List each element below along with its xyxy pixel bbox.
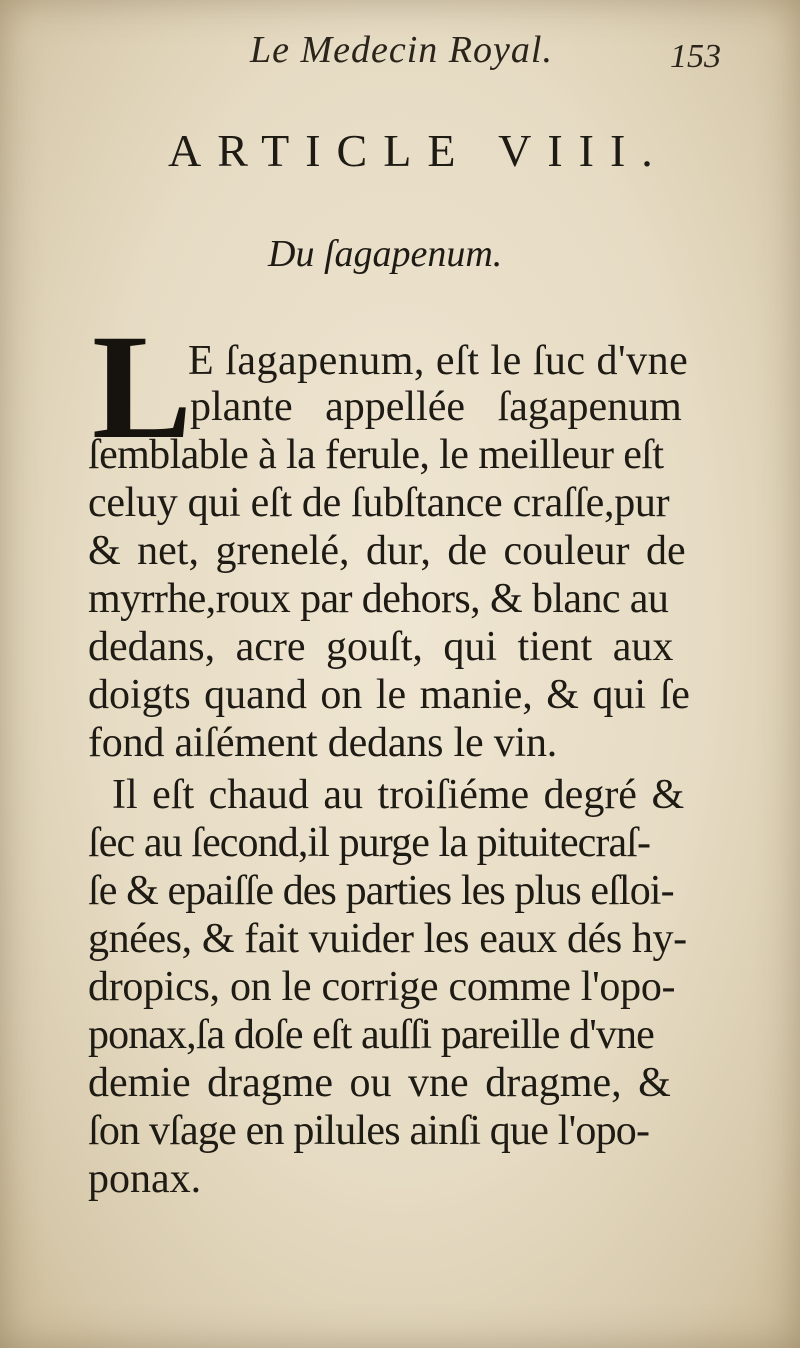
text-line: & net, grenelé, dur, de couleur de <box>88 528 686 574</box>
text-line: E ſagapenum, eſt le ſuc d'vne <box>188 338 689 384</box>
text-line: myrrhe,roux par dehors, & blanc au <box>88 576 669 622</box>
text-line: ſec au ſecond,il purge la pituitecraſ- <box>88 820 651 866</box>
text-line: dedans, acre gouſt, qui tient aux <box>88 624 674 670</box>
text-line: celuy qui eſt de ſubſtance craſſe,pur <box>88 480 670 526</box>
text-line: dropics, on le corrige comme l'opo- <box>88 964 676 1010</box>
text-line: plante appellée ſagapenum <box>190 384 682 430</box>
drop-cap: L <box>92 304 193 470</box>
text-line: ponax,ſa doſe eſt auſſi pareille d'vne <box>88 1012 654 1058</box>
text-line: ſon vſage en pilules ainſi que l'opo- <box>88 1108 650 1154</box>
page-number: 153 <box>670 38 721 75</box>
text-line: gnées, & fait vuider les eaux dés hy- <box>88 916 687 962</box>
text-line: fond aiſément dedans le vin. <box>88 720 558 766</box>
article-heading: ARTICLE VIII. <box>168 125 669 176</box>
running-head: Le Medecin Royal. <box>250 29 553 71</box>
text-line: Il eſt chaud au troiſiéme degré & <box>112 772 685 818</box>
text-line: ponax. <box>88 1156 202 1202</box>
text-line: demie dragme ou vne dragme, & <box>88 1060 671 1106</box>
text-line: ſemblable à la ferule, le meilleur eſt <box>88 432 664 478</box>
text-line: doigts quand on le manie, & qui ſe <box>88 672 690 718</box>
section-title: Du ſagapenum. <box>268 233 503 275</box>
text-line: ſe & epaiſſe des parties les plus eſloi- <box>88 868 674 914</box>
